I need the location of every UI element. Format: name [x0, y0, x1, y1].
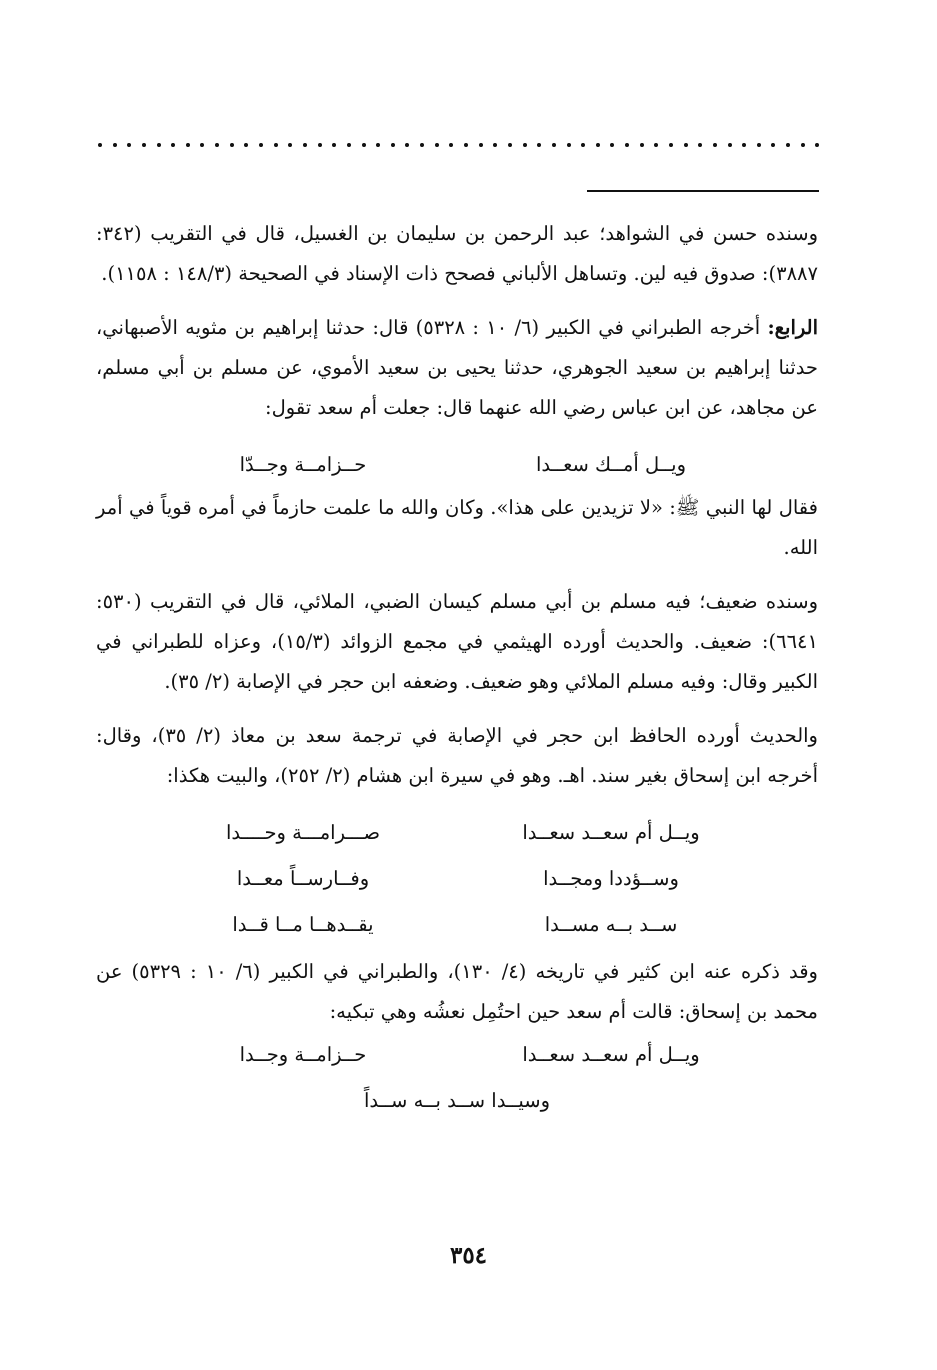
verse-line [96, 1032, 818, 1078]
paragraph-chain-assessment: وسنده حسن في الشواهد؛ عبد الرحمن بن سليمان بن الغسيل، قال في التقريب (٣٤٢: ٣٨٨٧): صدوق فيه لين. وتساهل الألباني فصحح ذات الإسناد في الصحيحة (١٤٨/٣ : ١١٥٨). [96, 222, 818, 285]
verse-line [96, 810, 818, 856]
verse-second-hemistich: صـــرامـــة وحــــدا [225, 821, 381, 844]
verse-line [96, 1078, 818, 1124]
verse-single-hemistich: وسيــدا ســد بــه ســداً [363, 1089, 551, 1112]
verse-first-hemistich: ســد بــه مســدا [544, 913, 678, 936]
footnote-rule [587, 190, 819, 192]
paragraph-prophet-reply: فقال لها النبي ﷺ: «لا تزيدين على هذا». وكان والله ما علمت حازماً في أمره قوياً في أمر الله. [96, 496, 818, 559]
verse-line [96, 902, 818, 948]
paragraph-fourth-narration [96, 308, 818, 428]
verse-first-hemistich: ويــل أمــك سعــدا [536, 453, 686, 476]
verse-first-hemistich: ويــل أم سعــد سعــدا [522, 1043, 700, 1066]
verse-first-hemistich: وســؤددا ومجــدا [543, 867, 679, 890]
verse-second-hemistich: حــزامــة وجــدا [239, 1043, 367, 1066]
paragraph-weak-chain: وسنده ضعيف؛ فيه مسلم بن أبي مسلم كيسان الضبي، الملائي، قال في التقريب (٥٣٠: ٦٦٤١): ضعيف. والحديث أورده الهيثمي في مجمع الزوائد (١٥/٣)، وعزاه للطبراني في الكبير وقال: وفيه مسلم الملائي وهو ضعيف. وضعفه ابن حجر في الإصابة (٢/ ٣٥). [96, 590, 819, 693]
paragraph-lead: الرابع: [767, 316, 818, 339]
verse-line [96, 856, 818, 902]
paragraph-ibn-hajar: والحديث أورده الحافظ ابن حجر في الإصابة في ترجمة سعد بن معاذ (٢/ ٣٥)، وقال: أخرجه ابن إسحاق بغير سند. اهـ. وهو في سيرة ابن هشام (٢/ ٢٥٢)، والبيت هكذا: [96, 724, 818, 787]
verse-first-hemistich: ويــل أم سعــد سعــدا [522, 821, 700, 844]
paragraph-ibn-kathir: وقد ذكره عنه ابن كثير في تاريخه (٤/ ١٣٠)، والطبراني في الكبير (٦/ ١٠ : ٥٣٢٩) عن محمد بن إسحاق: قالت أم سعد حين احتُمِل نعشُه وهي تبكيه: [96, 960, 818, 1023]
page-number: ٣٥٤ [449, 1242, 488, 1269]
verse-second-hemistich: حــزامــة وجــدّا [239, 453, 367, 476]
verse-second-hemistich: وفــارســاً معــدا [236, 867, 370, 890]
verse-line [96, 442, 818, 488]
dotted-separator [98, 138, 820, 152]
verse-second-hemistich: يقــدهــا مــا قــدا [232, 913, 374, 936]
paragraph-text: أخرجه الطبراني في الكبير (٦/ ١٠ : ٥٣٢٨) قال: حدثنا إبراهيم بن مثويه الأصبهاني، حدثنا إبراهيم بن سعيد الجوهري، حدثنا يحيى بن سعيد الأموي، عن مسلم بن أبي مسلم، عن مجاهد، عن ابن عباس رضي الله عنهما قال: جعلت أم سعد تقول: [96, 316, 818, 419]
footnote-body [96, 214, 818, 1124]
